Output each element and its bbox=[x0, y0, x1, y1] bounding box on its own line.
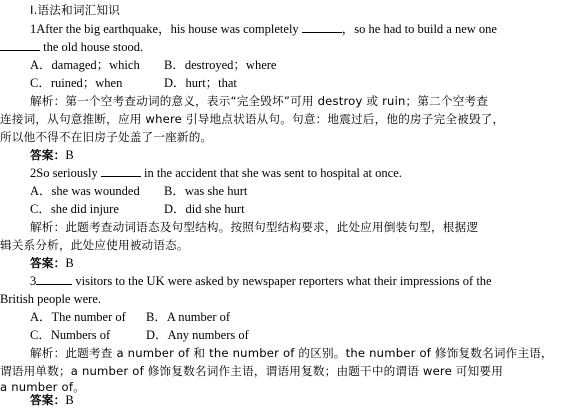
question-3-options-row-1 bbox=[30, 308, 230, 326]
question-1-explanation-text-1: 第一个空考查动词的意义，表示“完全毁坏”可用 destroy 或 ruin；第二个空考查 bbox=[65, 94, 489, 108]
question-3-answer-value: B bbox=[65, 393, 74, 407]
question-3-stem-line-1 bbox=[30, 272, 492, 290]
question-1-answer-label: 答案： bbox=[30, 148, 66, 162]
question-3-option-b: B．A number of bbox=[146, 310, 231, 324]
question-2-explanation-label: 解析： bbox=[30, 220, 66, 234]
question-2-option-d: D．did she hurt bbox=[164, 202, 245, 216]
question-2-answer-label: 答案： bbox=[30, 256, 66, 270]
question-2-explanation-line-1 bbox=[30, 218, 478, 236]
question-1-blank-1 bbox=[302, 20, 342, 33]
question-3-explanation-text-1: 此题考查 a number of 和 the number of 的区别。the number of 修饰复数名词作主语， bbox=[65, 346, 553, 360]
question-1-explanation-line-2: 连接词，从句意推断，应用 where 引导地点状语从句。句意：地震过后，他的房子完全被毁了， bbox=[0, 112, 505, 126]
question-1-stem-part-2: ，so he had to build a new one bbox=[341, 22, 497, 36]
question-1-answer-value: B bbox=[65, 148, 74, 162]
question-1-explanation-label: 解析： bbox=[30, 94, 66, 108]
question-2-stem-part-2: in the accident that she was sent to hospital at once. bbox=[143, 166, 402, 180]
question-1-options-row-1 bbox=[30, 56, 276, 74]
question-2-stem-line-1 bbox=[30, 164, 402, 182]
question-1-answer bbox=[30, 146, 74, 164]
question-3-stem-line-2: British people were. bbox=[0, 292, 102, 306]
question-2-explanation-line-2: 辑关系分析，此处应使用被动语态。 bbox=[0, 238, 189, 252]
section-title: Ⅰ.语法和词汇知识 bbox=[30, 3, 121, 17]
question-1-number: 1 bbox=[30, 22, 37, 36]
question-3-explanation-line-3: a number of。 bbox=[0, 380, 85, 394]
question-1-explanation-line-1 bbox=[30, 92, 488, 110]
question-2-option-a: A．she was wounded bbox=[30, 184, 140, 198]
question-2-option-b: B．was she hurt bbox=[164, 184, 248, 198]
question-2-answer bbox=[30, 254, 74, 272]
question-3-stem-part-1: visitors to the UK were asked by newspaper reporters what their impressions of the bbox=[75, 274, 492, 288]
question-2-options-row-2 bbox=[30, 200, 245, 218]
question-2-answer-value: B bbox=[65, 256, 74, 270]
question-3-explanation-label: 解析： bbox=[30, 346, 66, 360]
question-3-option-c: C．Numbers of bbox=[30, 328, 111, 342]
question-3-explanation-line-2: 谓语用单数；a number of 修饰复数名词作主语，谓语用复数；由题干中的谓语 were 可知要用 bbox=[0, 364, 504, 378]
question-1-option-b: B．destroyed；where bbox=[164, 58, 277, 72]
question-3-explanation-line-1 bbox=[30, 344, 553, 362]
question-1-option-d: D．hurt；that bbox=[164, 76, 237, 90]
question-2-option-c: C．she did injure bbox=[30, 202, 119, 216]
question-1-option-a: A．damaged；which bbox=[30, 58, 140, 72]
question-3-blank bbox=[36, 272, 72, 285]
question-2-number: 2 bbox=[30, 166, 37, 180]
question-3-answer bbox=[30, 391, 74, 409]
question-1-blank-2 bbox=[0, 38, 40, 51]
question-1-option-c: C．ruined；when bbox=[30, 76, 123, 90]
question-3-number: 3 bbox=[30, 274, 37, 288]
question-2-blank bbox=[101, 164, 141, 177]
question-1-stem-part-1: After the big earthquake，his house was completely bbox=[36, 22, 299, 36]
question-3-options-row-2 bbox=[30, 326, 249, 344]
question-1-options-row-2 bbox=[30, 74, 237, 92]
question-1-stem-part-3: the old house stood. bbox=[43, 40, 144, 54]
question-3-option-d: D．Any numbers of bbox=[146, 328, 249, 342]
question-1-stem-line-2 bbox=[0, 38, 143, 56]
question-2-options-row-1 bbox=[30, 182, 247, 200]
question-2-stem-part-1: So seriously bbox=[36, 166, 98, 180]
question-2-explanation-text-1: 此题考查动词语态及句型结构。按照句型结构要求，此处应用倒装句型，根据逻 bbox=[65, 220, 479, 234]
question-3-option-a: A．The number of bbox=[30, 310, 126, 324]
question-1-explanation-line-3: 所以他不得不在旧房子处盖了一座新的。 bbox=[0, 130, 213, 144]
question-1-stem-line-1 bbox=[30, 20, 497, 38]
question-3-answer-label: 答案： bbox=[30, 393, 66, 407]
